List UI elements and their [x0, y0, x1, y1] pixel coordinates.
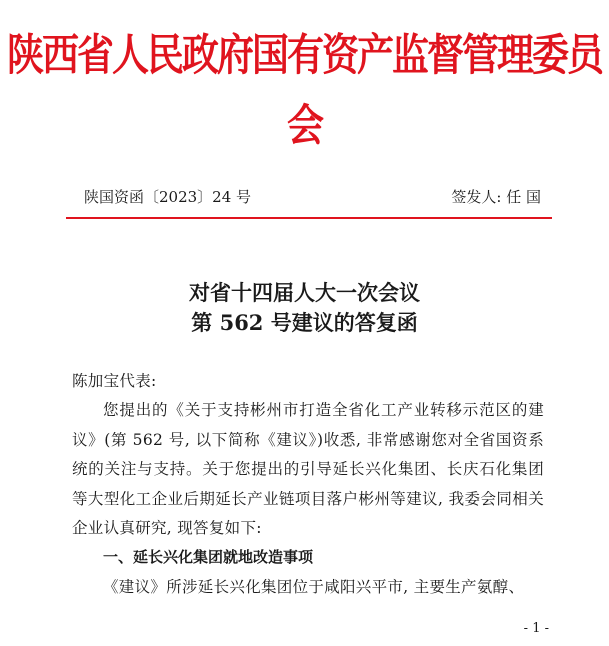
document-title-line-2: 第 562 号建议的答复函: [191, 310, 418, 335]
document-number: 陕国资函〔2023〕24 号: [84, 188, 252, 206]
page-number: - 1 -: [523, 621, 549, 636]
issuer-signature: 签发人: 任 国: [451, 188, 541, 206]
document-title-line-1: 对省十四届人大一次会议: [189, 280, 420, 305]
issuing-organization-header: 陕西省人民政府国有资产监督管理委员会: [7, 28, 602, 152]
body-paragraph-2: 《建议》所涉延长兴化集团位于咸阳兴平市, 主要生产氨醇、: [103, 578, 525, 596]
body-paragraph-1: 您提出的《关于支持彬州市打造全省化工产业转移示范区的建议》(第 562 号, 以下简称《建议》)收悉, 非常感谢您对全省国资系统的关注与支持。关于您提出的引导延长兴化集团、长庆石化集团等大型化工企业后期延长产业链项目落户彬州等建议, 我委会同相关企业认真研究, 现答复如下:: [72, 401, 544, 537]
salutation: 陈加宝代表:: [72, 372, 157, 390]
section-heading-1: 一、延长兴化集团就地改造事项: [103, 548, 314, 566]
red-divider-line: [66, 217, 552, 219]
